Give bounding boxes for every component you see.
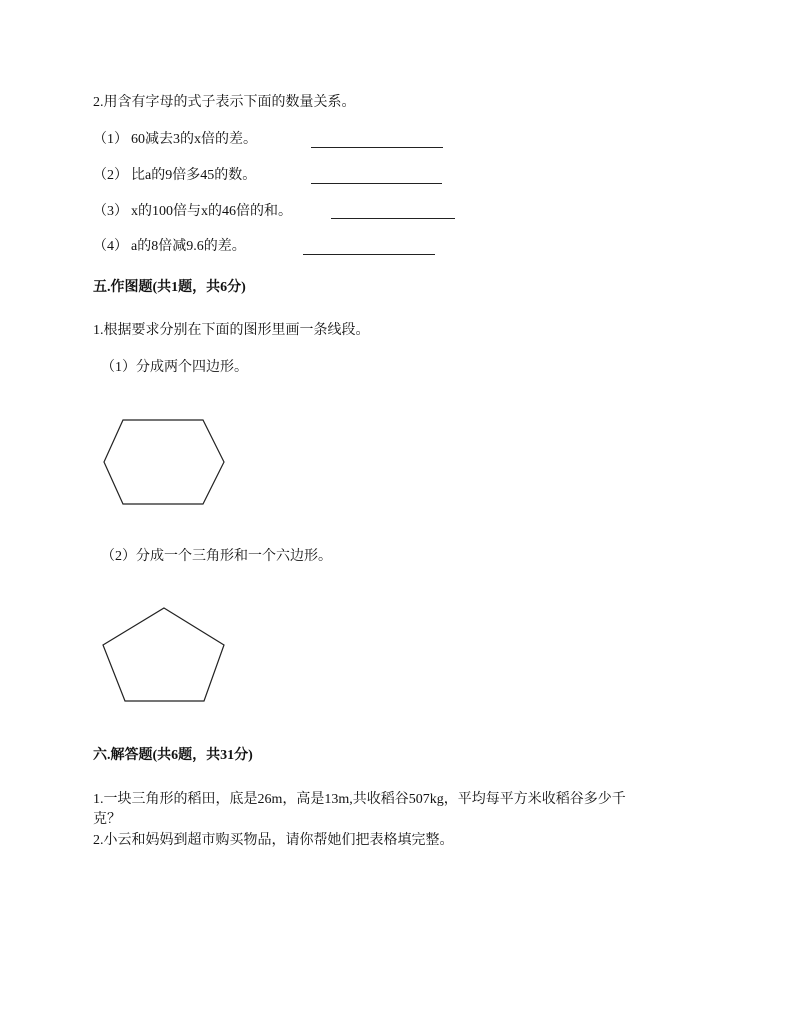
item-text: 比a的9倍多45的数。 — [131, 168, 257, 183]
sub-question: （1）分成两个四边形。 — [101, 360, 248, 375]
question-title: 2.用含有字母的式子表示下面的数量关系。 — [93, 95, 356, 110]
answer-blank[interactable] — [331, 218, 455, 219]
question-text: 2.小云和妈妈到超市购买物品，请你帮她们把表格填完整。 — [93, 833, 454, 848]
item-text: x的100倍与x的46倍的和。 — [131, 204, 292, 219]
hexagon-figure — [100, 418, 230, 510]
question-text: 1.一块三角形的稻田，底是26m，高是13m,共收稻谷507kg，平均每平方米收稻谷多少千 — [93, 792, 626, 807]
item-number: （1） — [93, 132, 128, 147]
question-title: 1.根据要求分别在下面的图形里画一条线段。 — [93, 323, 370, 338]
section-heading: 五.作图题(共1题，共6分) — [93, 280, 246, 295]
pentagon-figure — [100, 605, 230, 705]
item-text: a的8倍减9.6的差。 — [131, 239, 246, 254]
item-text: 60减去3的x倍的差。 — [131, 132, 257, 147]
item-number: （2） — [93, 168, 128, 183]
answer-blank[interactable] — [311, 183, 442, 184]
answer-blank[interactable] — [303, 254, 435, 255]
answer-blank[interactable] — [311, 147, 443, 148]
item-number: （4） — [93, 239, 128, 254]
sub-question: （2）分成一个三角形和一个六边形。 — [101, 549, 332, 564]
question-text: 克？ — [93, 812, 121, 827]
section-heading: 六.解答题(共6题，共31分) — [93, 748, 253, 763]
item-number: （3） — [93, 204, 128, 219]
